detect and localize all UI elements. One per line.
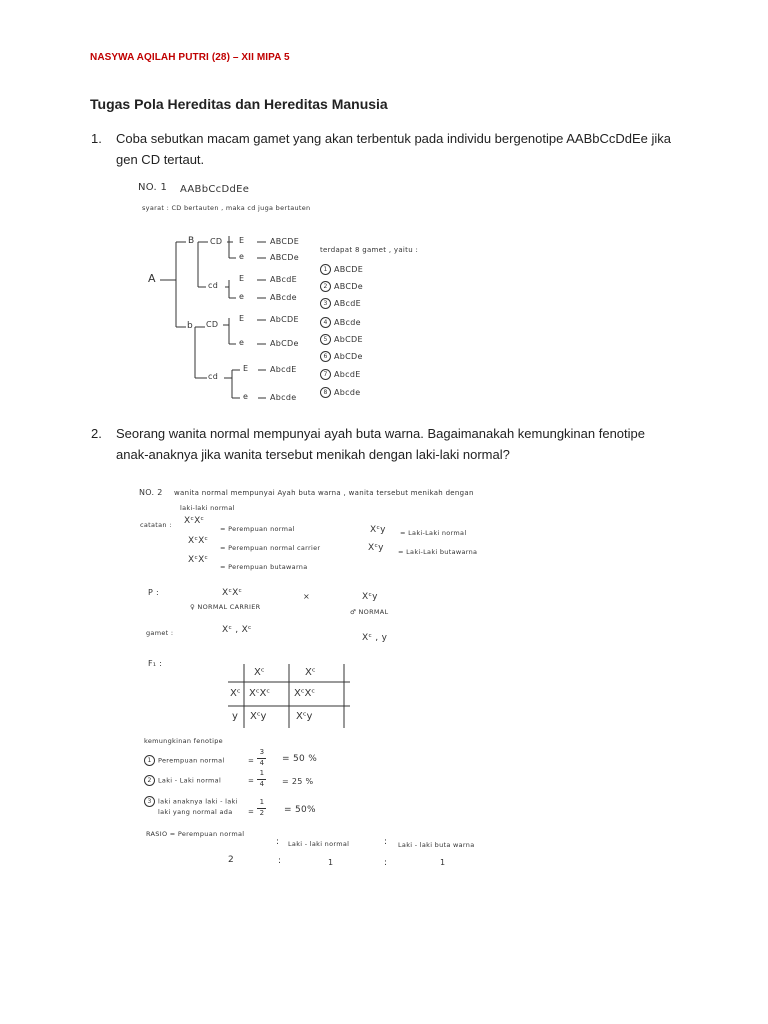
summary-gamete: AbCDe [334,352,363,361]
parent-label: P : [148,588,159,597]
summary-gamete: Abcde [334,388,361,397]
ratio-male-colorblind: Laki - laki buta warna [398,841,475,849]
tree-node-E-3: E [239,314,245,323]
answer2-statement-line1: wanita normal mempunyai Ayah buta warna , wanita tersebut menikah dengan [174,489,474,497]
tree-node-CD-2: CD [206,320,219,329]
ratio-value: 1 [328,858,334,867]
ratio-male-normal: Laki - laki normal [288,840,350,848]
catatan-label: catatan : [140,521,172,529]
parent-female-phenotype: ♀ NORMAL CARRIER [190,603,261,611]
summary-gamete: AbCDE [334,335,363,344]
possibility-fraction-denominator: 2 [259,809,265,817]
possibility-equals: = [248,757,255,765]
question-number: 2. [91,426,102,441]
note-description: = Perempuan butawarna [220,563,308,571]
tree-node-e-1: e [239,252,245,261]
summary-number: 6 [320,351,331,362]
tree-node-e-3: e [239,338,245,347]
punnett-cell: Xᶜy [250,711,267,722]
punnett-col-header: Xᶜ [254,667,265,678]
gamete-male: Xᶜ , y [362,633,388,643]
punnett-cell: XᶜXᶜ [249,688,271,699]
possibility-item [144,755,225,766]
tree-node-A: A [148,272,156,285]
possibility-label-line2: laki yang normal ada [158,808,233,816]
possibility-equals: = [248,777,255,785]
ratio-value: 2 [228,855,235,865]
possibility-label: Perempuan normal [158,756,225,765]
answer1-genotype: AABbCcDdEe [180,184,250,195]
question-text-line1: Seorang wanita normal mempunyai ayah buta warna. Bagaimanakah kemungkinan fenotipe [116,426,645,441]
note-description: = Laki-Laki butawarna [398,548,478,556]
possibility-fraction-numerator: 3 [259,748,265,756]
gamete-female: Xᶜ , Xᶜ [222,625,252,635]
note-genotype: XᶜXᶜ [188,555,209,565]
ratio-value: 1 [440,858,446,867]
punnett-row-header: Xᶜ [230,688,241,699]
answer2-heading: NO. 2 [139,488,163,497]
parent-male-genotype: Xᶜy [362,592,378,602]
tree-node-B: B [188,236,195,246]
tree-result-8: Abcde [270,393,297,402]
punnett-cell: Xᶜy [296,711,313,722]
possibility-fraction-numerator: 1 [259,798,265,806]
tree-node-E-2: E [239,274,245,283]
tree-node-b: b [187,321,194,331]
summary-gamete: ABCDe [334,282,363,291]
possibility-equals: = [248,808,255,816]
summary-number: 4 [320,317,331,328]
tree-node-E-4: E [243,364,249,373]
question-number: 1. [91,131,102,146]
possibility-percentage: = 50% [284,805,316,815]
summary-gamete: ABCDE [334,265,364,274]
question-text-line2: gen CD tertaut. [116,152,205,167]
possibility-number: 1 [144,755,155,766]
tree-result-1: ABCDE [270,237,300,246]
possibility-number: 2 [144,775,155,786]
summary-number: 5 [320,334,331,345]
punnett-col-header: Xᶜ [305,667,316,678]
answer1-heading: NO. 1 [138,182,168,193]
tree-result-6: AbCDe [270,339,299,348]
note-genotype: Xᶜy [370,525,386,535]
possibility-fraction-numerator: 1 [259,769,265,777]
tree-result-7: AbcdE [270,365,297,374]
note-description: = Laki-Laki normal [400,529,467,537]
summary-gamete: ABcde [334,318,361,327]
possibility-fraction-denominator: 4 [259,780,265,788]
parent-female-genotype: XᶜXᶜ [222,588,243,598]
possibility-percentage: = 50 % [282,754,318,764]
summary-gamete: AbcdE [334,370,361,379]
ratio-separator: : [384,837,388,847]
answer1-condition: syarat : CD bertauten , maka cd juga bertauten [142,204,311,212]
summary-number: 2 [320,281,331,292]
tree-result-5: AbCDE [270,315,299,324]
f1-label: F₁ : [148,659,163,668]
possibility-percentage: = 25 % [282,777,314,786]
summary-gamete: ABcdE [334,299,361,308]
gamete-label: gamet : [146,629,174,637]
tree-node-cd-2: cd [208,372,219,381]
summary-number: 3 [320,298,331,309]
possibility-label: laki anaknya laki - laki [158,797,238,806]
note-description: = Perempuan normal [220,525,295,533]
tree-result-4: ABcde [270,293,297,302]
question-text-line1: Coba sebutkan macam gamet yang akan terbentuk pada individu bergenotipe AABbCcDdEe jika [116,131,672,146]
summary-number: 1 [320,264,331,275]
ratio-separator: : [278,856,282,866]
tree-node-cd-1: cd [208,281,219,290]
tree-result-3: ABcdE [270,275,297,284]
possibility-label: Laki - Laki normal [158,776,222,785]
tree-result-2: ABCDe [270,253,299,262]
note-genotype: XᶜXᶜ [184,516,205,526]
assignment-title: Tugas Pola Hereditas dan Hereditas Manusia [90,96,388,112]
question-text-line2: anak-anaknya jika wanita tersebut menikah dengan laki-laki normal? [116,447,510,462]
tree-node-e-4: e [243,392,249,401]
tree-node-CD-1: CD [210,237,223,246]
tree-node-e-2: e [239,292,245,301]
note-description: = Perempuan normal carrier [220,544,321,552]
author-header: NASYWA AQILAH PUTRI (28) – XII MIPA 5 [90,52,290,63]
tree-node-E-1: E [239,236,245,245]
summary-title: terdapat 8 gamet , yaitu : [320,246,419,254]
possibility-item [144,796,238,807]
possibility-number: 3 [144,796,155,807]
possibility-item [144,775,221,786]
note-genotype: Xᶜy [368,543,384,553]
punnett-cell: XᶜXᶜ [294,688,316,699]
note-genotype: XᶜXᶜ [188,536,209,546]
possibility-fraction-denominator: 4 [259,759,265,767]
ratio-label: RASIO = Perempuan normal [146,830,245,838]
answer2-statement-line2: laki-laki normal [180,504,235,512]
ratio-separator: : [276,837,280,847]
summary-number: 8 [320,387,331,398]
punnett-row-header: y [232,711,238,722]
summary-number: 7 [320,369,331,380]
ratio-separator: : [384,858,388,868]
parent-male-phenotype: ♂ NORMAL [350,608,389,616]
possibility-title: kemungkinan fenotipe [144,737,223,745]
cross-symbol: × [303,592,311,601]
